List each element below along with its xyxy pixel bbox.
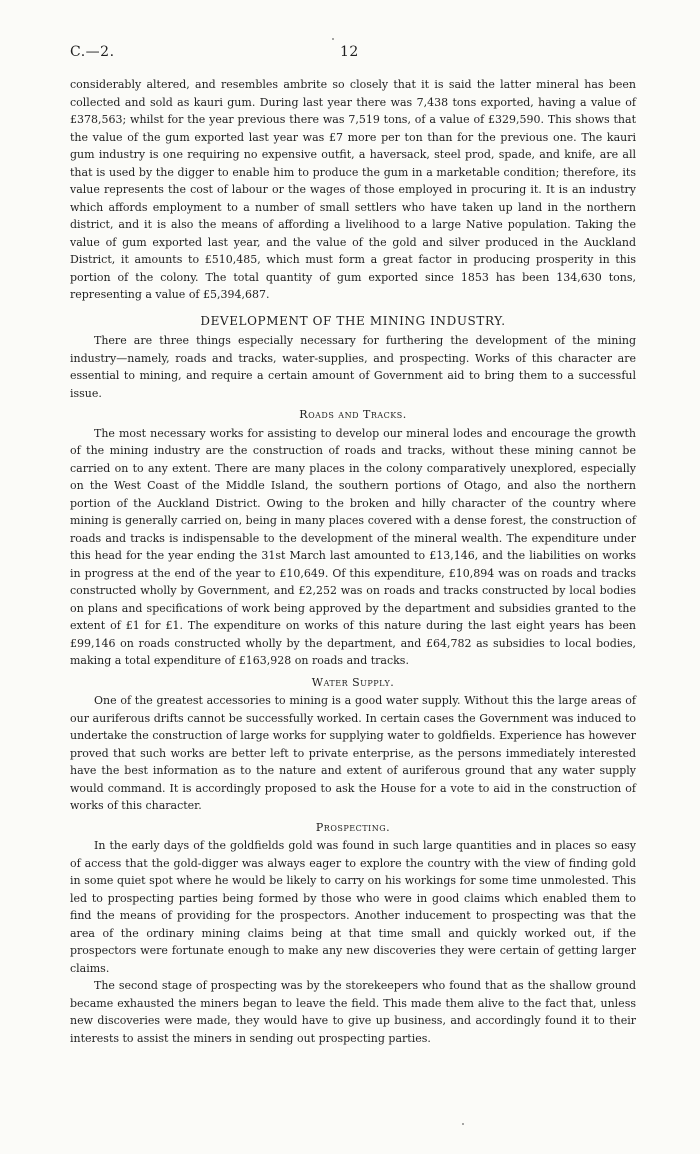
paper-speck [332, 38, 334, 40]
paper-speck [462, 1123, 464, 1125]
section-title-mining-development: DEVELOPMENT OF THE MINING INDUSTRY. [200, 313, 506, 328]
paragraph-mining-needs: There are three things especially necessary for furthering the development of the mining industry—namely, roads and tracks, water-supplies, and prospecting. Works of this character are essential to mining, and require a certain amount of Government aid to bring them to a successful issue. [70, 334, 636, 400]
document-reference: C.—2. [70, 44, 115, 60]
subheading-roads-and-tracks: Roads and Tracks. [299, 408, 407, 421]
subheading-prospecting: Prospecting. [315, 820, 391, 834]
subheading-water-supply: Water Supply. [311, 675, 395, 689]
paragraph-roads-and-tracks: The most necessary works for assisting to develop our mineral lodes and encourage the growth of the mining industry are the construction of roads and tracks, without these mining cannot be carried on to any extent. There are many places in the colony comparatively unexplored, especially on the West Coast of the Middle Island, the southern portions of Otago, and also the northern portion of the Auckland District. Owing to the broken and hilly character of the country where mining is generally carried on, being in many places covered with a dense forest, the construction of roads and tracks is indispensable to the development of the mineral wealth. The expenditure under this head for the year ending the 31st March last amounted to £13,146, and the liabilities on works in progress at the end of the year to £10,649. Of this expenditure, £10,894 was on roads and tracks constructed wholly by Government, and £2,252 was on roads and tracks constructed by local bodies on plans and specifications of work being approved by the department and subsidies granted to the extent of £1 for £1. The expenditure on works of this nature during the last eight years has been £99,146 on roads constructed wholly by the department, and £64,782 as subsidies to local bodies, making a total expenditure of £163,928 on roads and tracks. [70, 426, 636, 667]
page-number: 12 [340, 44, 359, 60]
paragraph-prospecting-second-stage: The second stage of prospecting was by the storekeepers who found that as the shallow ground became exhausted the miners began to leave the field. This made them alive to the fact that, unless new discoveries were made, they would have to give up business, and accordingly found it to their interests to assist the miners in sending out prospecting parties. [70, 979, 636, 1045]
paragraph-water-supply: One of the greatest accessories to mining is a good water supply. Without this the large areas of our auriferous drifts cannot be successfully worked. In certain cases the Government was induced to undertake the construction of large works for supplying water to goldfields. Experience has however proved that such works are better left to private enterprise, as the persons immediately interested have the best information as to the nature and extent of auriferous ground that any water supply would command. It is accordingly proposed to ask the House for a vote to aid in the construction of works of this character. [70, 694, 636, 812]
paragraph-kauri-gum: considerably altered, and resembles ambrite so closely that it is said the latter mineral has been collected and sold as kauri gum. During last year there was 7,438 tons exported, having a value of £378,563; whilst for the year previous there was 7,519 tons, of a value of £329,590. This shows that the value of the gum exported last year was £7 more per ton than for the previous one. The kauri gum industry is one requiring no expensive outfit, a haversack, steel prod, spade, and knife, are all that is used by the digger to enable him to produce the gum in a marketable condition; therefore, its value represents the cost of labour or the wages of those employed in procuring it. It is an industry which affords employment to a number of small settlers who have taken up land in the northern district, and it is also the means of affording a livelihood to a large Native population. Taking the value of gum exported last year, and the value of the gold and silver produced in the Auckland District, it amounts to £510,485, which must form a great factor in producing prosperity in this portion of the colony. The total quantity of gum exported since 1853 has been 134,630 tons, representing a value of £5,394,687. [70, 78, 636, 301]
body-text [70, 76, 636, 1047]
paragraph-prospecting-early: In the early days of the goldfields gold was found in such large quantities and in places so easy of access that the gold-digger was always eager to explore the country with the view of finding gold in some quiet spot where he would be likely to carry on his workings for some time unmolested. This led to prospecting parties being formed by those who were in good claims which enabled them to find the means of providing for the prospectors. Another inducement to prospecting was that the area of the ordinary mining claims being at that time small and quickly worked out, if the prospectors were fortunate enough to make any new discoveries they were certain of getting larger claims. [70, 839, 636, 975]
